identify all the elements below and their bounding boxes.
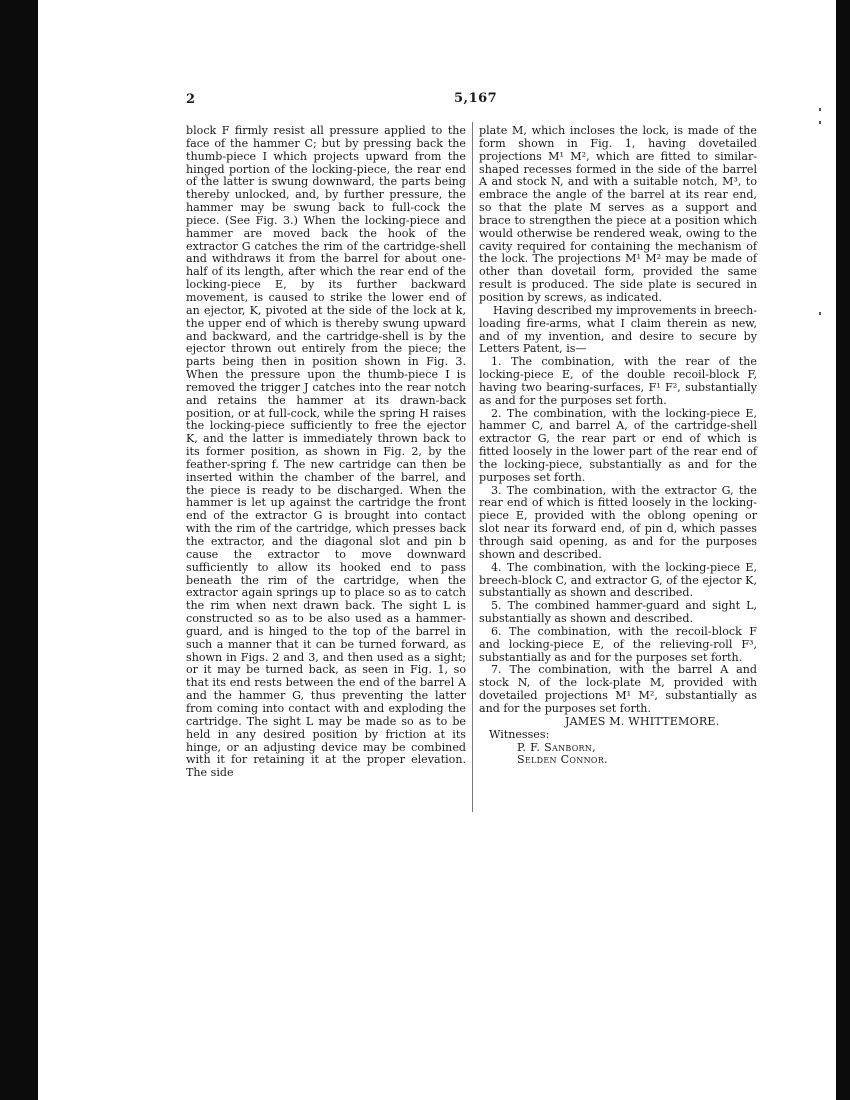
claim-1: 1. The combination, with the rear of the locking-piece E, of the double recoil-block F, having two bearing-surfaces, F¹ F², substantially as and for the purposes set forth. xyxy=(479,355,757,407)
witness-name: Selden Connor. xyxy=(517,753,608,767)
scan-mark xyxy=(819,312,821,315)
claim-5: 5. The combined hammer-guard and sight L, substantially as shown and described. xyxy=(479,599,757,626)
body-paragraph: block F firmly resist all pressure applied to the face of the hammer C; but by pressing back the thumb-piece I which projects upward from the hinged portion of the locking-piece, the rear end of the latter is swung downward, the parts being thereby unlocked, and, by further pressure, the hammer may be swung back to full-cock the piece. (See Fig. 3.) When the locking-piece and hammer are moved back the hook of the extractor G catches the rim of the cartridge-shell and withdraws it from the barrel for about one-half of its length, after which the rear end of the locking-piece E, by its further backward movement, is caused to strike the lower end of an ejector, K, pivoted at the side of the lock at k, the upper end of which is thereby swung upward and backward, and the cartridge-shell is by the ejector thrown out entirely from the piece; the parts being then in position shown in Fig. 3. When the pressure upon the thumb-piece I is removed the trigger J catches into the rear notch and retains the hammer at its drawn-back position, or at full-cock, while the spring H raises the locking-piece sufficiently to free the ejector K, and the latter is immediately thrown back to its former position, as shown in Fig. 2, by the feather-spring f. The new cartridge can then be inserted within the chamber of the barrel, and the piece is ready to be discharged. When the hammer is let up against the cartridge the front end of the extractor G is brought into contact with the rim of the cartridge, which presses back the extractor, and the diagonal slot and pin b cause the extractor to move downward sufficiently to allow its hooked end to pass beneath the rim of the cartridge, when the extractor again springs up to place so as to catch the rim when next drawn back. The sight L is constructed so as to be also used as a hammer-guard, and is hinged to the top of the barrel in such a manner that it can be turned forward, as shown in Figs. 2 and 3, and then used as a sight; or it may be turned back, as seen in Fig. 1, so that its end rests between the end of the barrel A and the hammer G, thus preventing the latter from coming into contact with and exploding the cartridge. The sight L may be made so as to be held in any desired position by friction at its hinge, or an adjusting device may be combined with it for retaining it at the proper elevation. The side xyxy=(186,124,466,780)
body-paragraph: plate M, which incloses the lock, is made of the form shown in Fig. 1, having dovetailed projections M¹ M², which are fitted to similar-shaped recesses formed in the side of the barrel A and stock N, and with a suitable notch, M³, to embrace the angle of the barrel at its rear end, so that the plate M serves as a support and brace to strengthen the piece at a position which would otherwise be rendered weak, owing to the cavity required for containing the mechanism of the lock. The projections M¹ M² may be made of other than dovetail form, provided the same result is produced. The side plate is secured in position by screws, as indicated. xyxy=(479,124,757,304)
right-column xyxy=(479,125,757,767)
page-number: 2 xyxy=(186,92,196,107)
inventor-signature: JAMES M. WHITTEMORE. xyxy=(565,714,720,728)
left-column xyxy=(186,125,466,780)
claim-6: 6. The combination, with the recoil-block F and locking-piece E, of the relieving-roll F³, substantially as and for the purposes set forth. xyxy=(479,624,757,664)
scan-mark xyxy=(819,121,821,124)
claims-intro: Having described my improvements in breech-loading fire-arms, what I claim therein as new, and of my invention, and desire to secure by Letters Patent, is— xyxy=(479,303,757,356)
patent-number: 5,167 xyxy=(454,91,498,106)
witnesses-label: Witnesses: xyxy=(489,727,550,741)
claim-4: 4. The combination, with the locking-piece E, breech-block C, and extractor G, of the ejector K, substantially as shown and described. xyxy=(479,560,757,600)
scan-border-right xyxy=(836,0,850,1100)
claim-3: 3. The combination, with the extractor G, the rear end of which is fitted loosely in the locking-piece E, provided with the oblong opening or slot near its forward end, of pin d, which passes through said opening, as and for the purposes shown and described. xyxy=(479,483,757,561)
claim-7: 7. The combination, with the barrel A and stock N, of the lock-plate M, provided with dovetailed projections M¹ M², substantially as and for the purposes set forth. xyxy=(479,663,757,715)
column-divider xyxy=(472,122,473,812)
claim-2: 2. The combination, with the locking-piece E, hammer C, and barrel A, of the cartridge-shell extractor G, the rear part or end of which is fitted loosely in the lower part of the rear end of the locking-piece, substantially as and for the purposes set forth. xyxy=(479,406,757,484)
witness-name: P. F. Sanborn, xyxy=(517,740,597,754)
scan-mark xyxy=(819,108,821,111)
scan-border-left xyxy=(0,0,38,1100)
